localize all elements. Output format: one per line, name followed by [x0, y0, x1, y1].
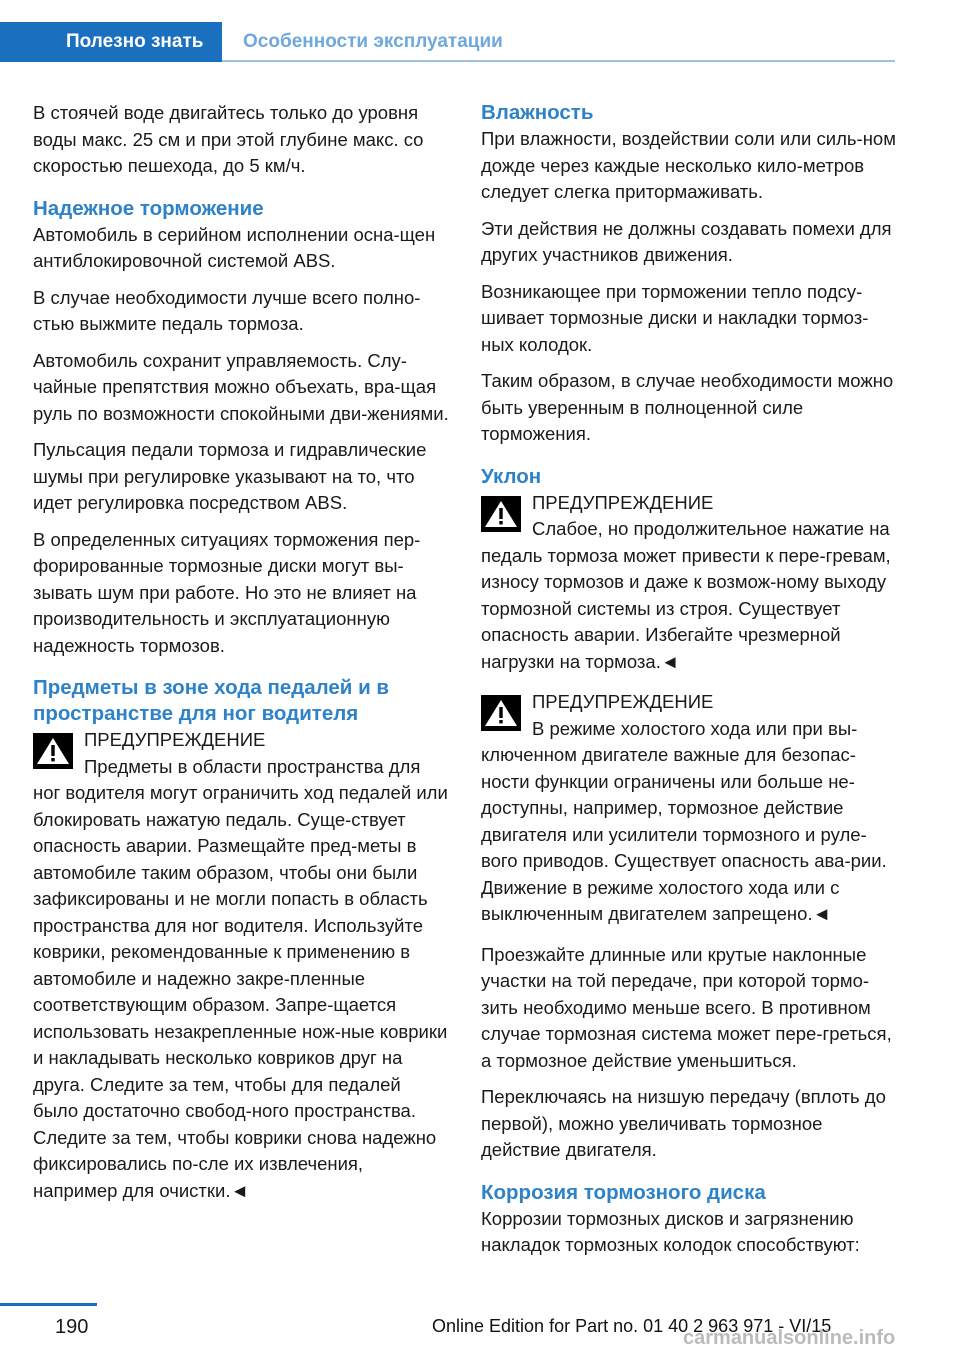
warning-text: Слабое, но продолжительное нажатие на педаль тормоза может привести к пере‐гревам, износу тормозов и даже к возмож‐ному выходу тормозной системы из строя. Существует опасность аварии. Избегайте чрезмерной нагрузки на тормоза.◄	[481, 518, 891, 672]
braking-paragraph-2: В случае необходимости лучше всего полно‐стью выжмите педаль тормоза.	[33, 286, 421, 334]
footer-accent-line	[0, 1303, 97, 1306]
page-number: 190	[55, 1316, 89, 1338]
header-bar	[0, 22, 895, 62]
warning-title: ПРЕДУПРЕЖДЕНИЕ	[84, 729, 266, 750]
edition-info: Online Edition for Part no. 01 40 2 963 971 - VI/15	[432, 1316, 832, 1336]
header-divider	[222, 60, 895, 62]
slope-paragraph-2: Переключаясь на низшую передачу (вплоть до первой), можно увеличивать тормозное действие двигателя.	[481, 1086, 886, 1160]
warning-block	[481, 689, 897, 928]
warning-block	[481, 490, 897, 676]
heading-slope: Уклон	[481, 464, 542, 488]
humidity-paragraph-2: Эти действия не должны создавать помехи для других участников движения.	[481, 217, 892, 265]
intro-paragraph: В стоячей воде двигайтесь только до уровня воды макс. 25 см и при этой глубине макс. со скоростью пешехода, до 5 км/ч.	[33, 102, 424, 176]
slope-paragraph-1: Проезжайте длинные или крутые наклонные участки на той передаче, при которой тормо‐зить необходимо меньше всего. В противном случае тормозная система может пере‐греться, а тормозное действие уменьшиться.	[481, 943, 892, 1071]
humidity-paragraph-1: При влажности, воздействии соли или силь‐ном дожде через каждые несколько кило‐метров следует слегка притормаживать.	[481, 128, 896, 202]
heading-braking: Надежное торможение	[33, 196, 264, 220]
braking-paragraph-1: Автомобиль в серийном исполнении осна‐щен антиблокировочной системой ABS.	[33, 223, 436, 271]
tab-operation-features[interactable]: Особенности эксплуатации	[243, 31, 503, 52]
humidity-paragraph-3: Возникающее при торможении тепло подсу‐шивает тормозные диски и накладки тормоз‐ных колодок.	[481, 280, 869, 355]
heading-humidity: Влажность	[481, 101, 594, 124]
humidity-paragraph-4: Таким образом, в случае необходимости можно быть уверенным в полноценной силе торможения.	[481, 370, 894, 444]
warning-icon	[481, 496, 521, 532]
braking-paragraph-5: В определенных ситуациях торможения пер‐форированные тормозные диски могут вы‐зывать шум при работе. Но это не влияет на производительность и эксплуатационную надежность тормозов.	[33, 528, 421, 656]
warning-icon	[33, 733, 73, 769]
braking-paragraph-3: Автомобиль сохранит управляемость. Слу‐чайные препятствия можно объехать, вра‐щая руль по возможности спокойными дви‐жениями.	[33, 349, 449, 424]
heading-corrosion: Коррозия тормозного диска	[481, 1180, 766, 1204]
tab-useful-info[interactable]: Полезно знать	[0, 22, 222, 62]
warning-text: В режиме холостого хода или при вы‐ключенном двигателе важные для безопас‐ности функции ограничены или больше не‐доступны, например, тормозное действие двигателя или усилители тормозного и руле‐вого приводов. Существует опасность ава‐рии. Движение в режиме холостого хода или с выключенным двигателем запрещено.◄	[481, 717, 887, 924]
right-column	[481, 100, 897, 1269]
warning-title: ПРЕДУПРЕЖДЕНИЕ	[532, 691, 714, 712]
watermark: carmanualsonline.info	[683, 1327, 896, 1349]
warning-text: Предметы в области пространства для ног водителя могут ограничить ход педалей или блокировать нажатую педаль. Суще‐ствует опасность аварии. Размещайте пред‐меты в автомобиле таким образом, чтобы они были зафиксированы и не могли попасть в область пространства для ног водителя. Используйте коврики, рекомендованные к применению в автомобиле и надежно закре‐пленные соответствующим образом. Запре‐щается использовать незакрепленные нож‐ные коврики и накладывать несколько ковриков друг на друга. Следите за тем, чтобы для педалей было достаточно свобод‐ного пространства. Следите за тем, чтобы коврики снова надежно фиксировались по‐сле их извлечения, например для очистки.◄	[33, 755, 448, 1201]
warning-title: ПРЕДУПРЕЖДЕНИЕ	[532, 491, 714, 513]
heading-pedal-area: Предметы в зоне хода педалей и в пространстве для ног водителя	[33, 676, 389, 725]
braking-paragraph-4: Пульсация педали тормоза и гидравлические шумы при регулировке указывают на то, что идет регулировка посредством ABS.	[33, 439, 427, 513]
left-column	[33, 100, 449, 1214]
warning-block	[33, 727, 449, 1204]
corrosion-paragraph: Коррозии тормозных дисков и загрязнению накладок тормозных колодок способствуют:	[481, 1207, 860, 1255]
warning-icon	[481, 695, 521, 731]
